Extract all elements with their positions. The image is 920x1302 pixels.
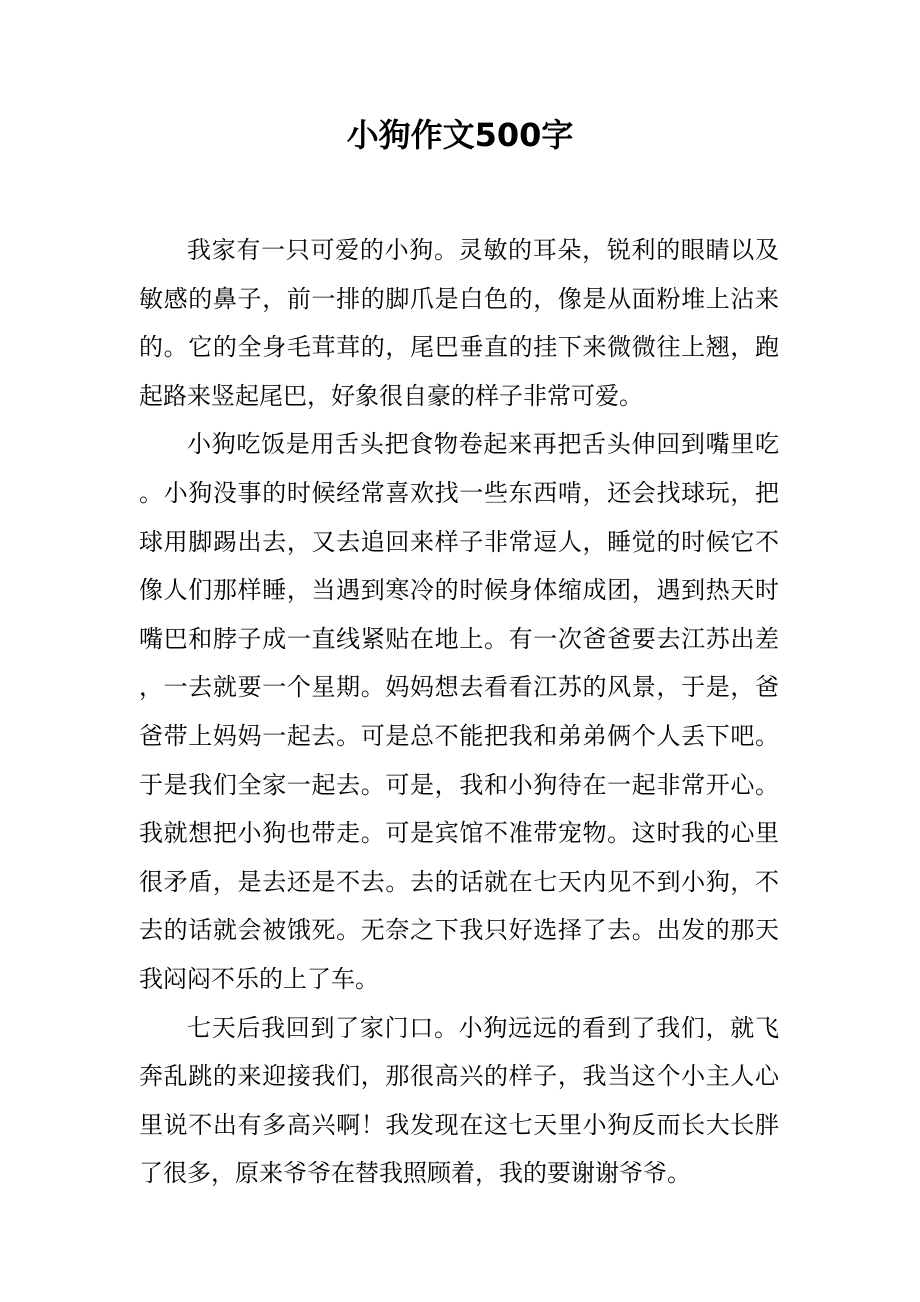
document-title: 小狗作文500字: [346, 116, 574, 154]
paragraph-1: 我家有一只可爱的小狗。灵敏的耳朵，锐利的眼睛以及敏感的鼻子，前一排的脚爪是白色的，像是从面粉堆上沾来的。它的全身毛茸茸的，尾巴垂直的挂下来微微往上翘，跑起路来竖起尾巴，好象很自豪的样子非常可爱。: [139, 236, 779, 410]
document-body: [139, 226, 779, 1198]
paragraph-3: 七天后我回到了家门口。小狗远远的看到了我们，就飞奔乱跳的来迎接我们，那很高兴的样子，我当这个小主人心里说不出有多高兴啊！我发现在这七天里小狗反而长大长胖了很多，原来爷爷在替我照顾着，我的要谢谢爷爷。: [139, 1013, 779, 1188]
paragraph-2: 小狗吃饭是用舌头把食物卷起来再把舌头伸回到嘴里吃。小狗没事的时候经常喜欢找一些东西啃，还会找球玩，把球用脚踢出去，又去追回来样子非常逗人，睡觉的时候它不像人们那样睡，当遇到寒冷的时候身体缩成团，遇到热天时嘴巴和脖子成一直线紧贴在地上。有一次爸爸要去江苏出差，一去就要一个星期。妈妈想去看看江苏的风景，于是，爸爸带上妈妈一起去。可是总不能把我和弟弟俩个人丢下吧。于是我们全家一起去。可是，我和小狗待在一起非常开心。我就想把小狗也带走。可是宾馆不准带宠物。这时我的心里很矛盾，是去还是不去。去的话就在七天内见不到小狗，不去的话就会被饿死。无奈之下我只好选择了去。出发的那天我闷闷不乐的上了车。: [139, 430, 779, 993]
